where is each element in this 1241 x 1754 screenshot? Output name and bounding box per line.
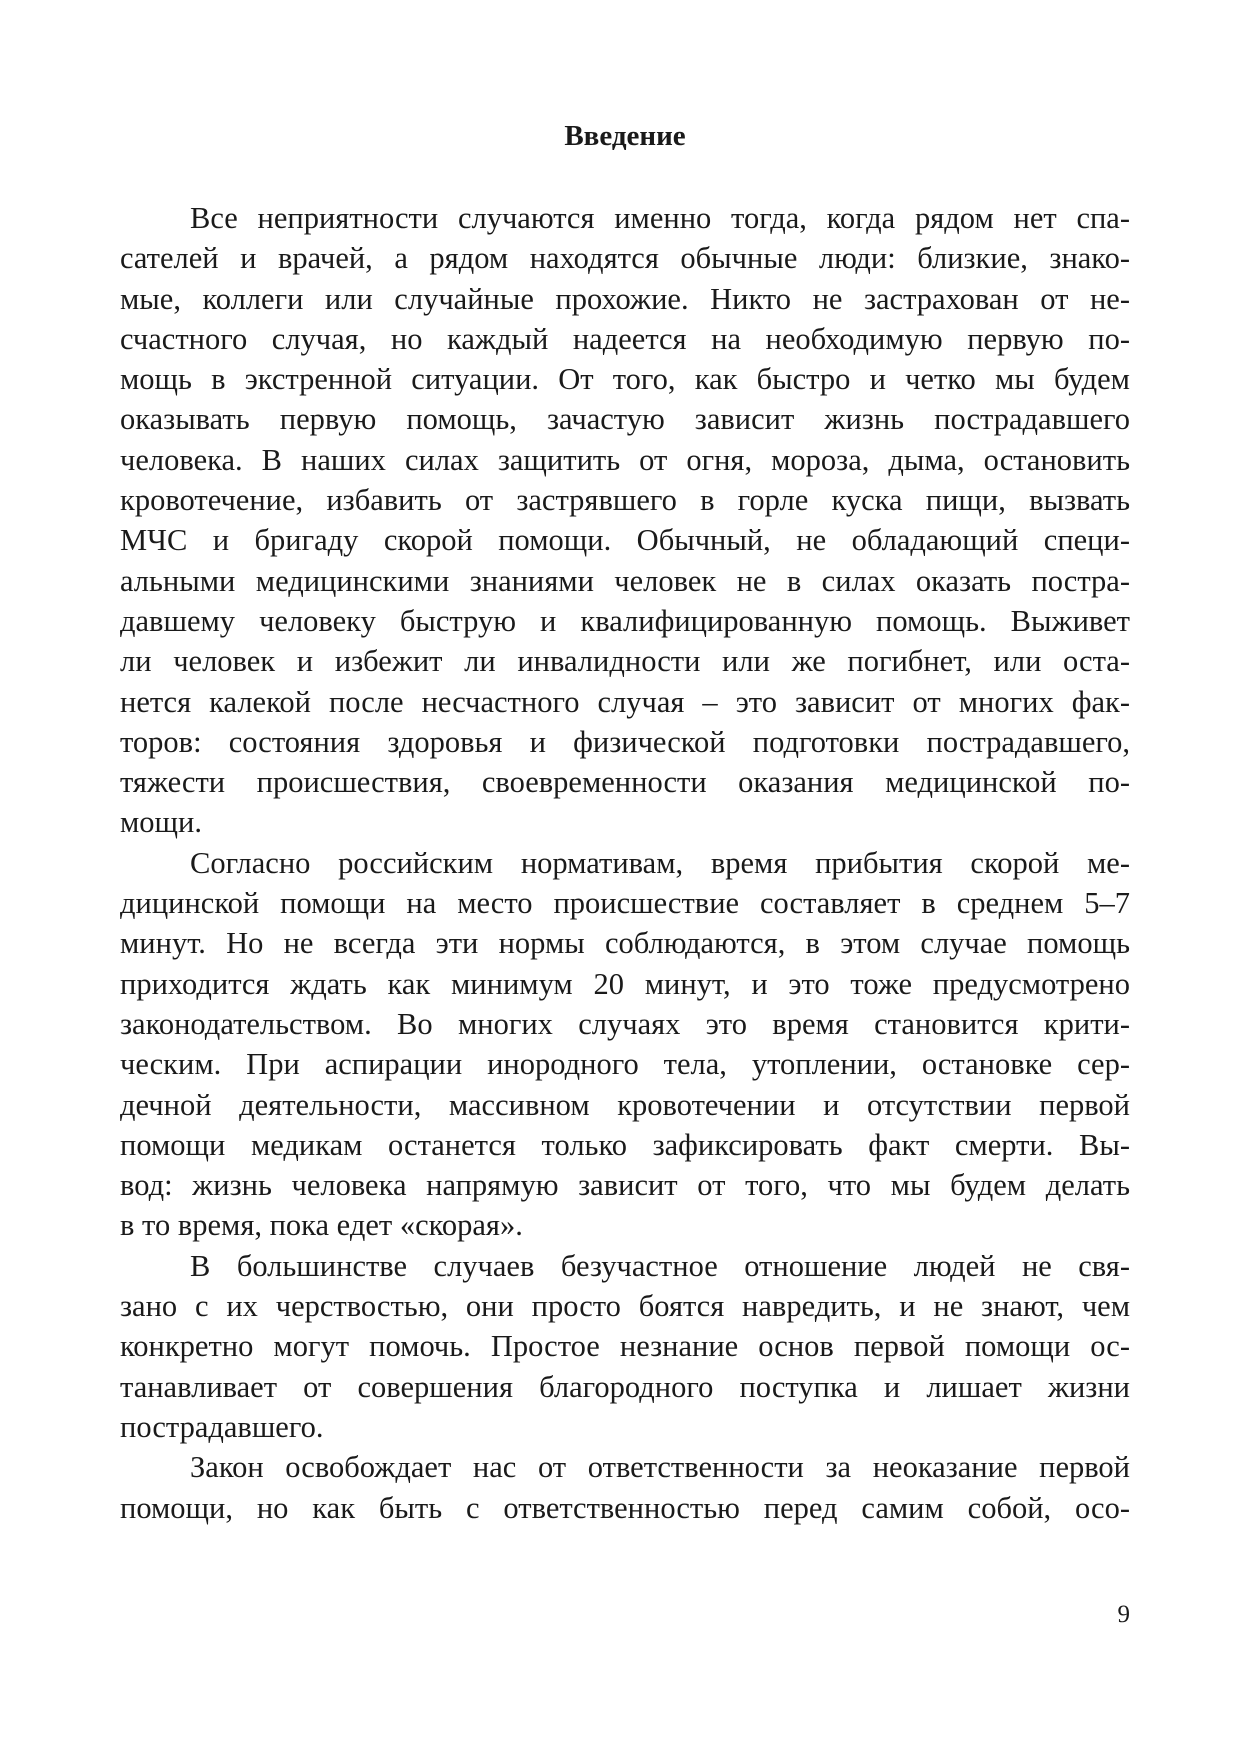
text-line: помощи медикам останется только зафиксировать факт смерти. Вы- (120, 1127, 1130, 1162)
text-line: вод: жизнь человека напрямую зависит от того, что мы будем делать (120, 1168, 1130, 1203)
text-line: счастного случая, но каждый надеется на необходимую первую по- (120, 321, 1130, 356)
text-line: давшему человеку быструю и квалифицированную помощь. Выживет (120, 603, 1130, 638)
text-line: дицинской помощи на место происшествие составляет в среднем 5–7 (120, 886, 1130, 921)
text-line: мые, коллеги или случайные прохожие. Никто не застрахован от не- (120, 281, 1130, 316)
text-line: пострадавшего. (120, 1409, 324, 1444)
document-page (120, 0, 1130, 1754)
text-line: ли человек и избежит ли инвалидности или же погибнет, или оста- (120, 644, 1130, 679)
text-line: помощи, но как быть с ответственностью перед самим собой, осо- (120, 1490, 1130, 1525)
text-line: сателей и врачей, а рядом находятся обычные люди: близкие, знако- (120, 241, 1130, 276)
text-line: нется калекой после несчастного случая – это зависит от многих фак- (120, 684, 1130, 719)
body-text (120, 198, 1130, 1528)
text-line: приходится ждать как минимум 20 минут, и это тоже предусмотрено (120, 966, 1130, 1001)
text-line: зано с их черствостью, они просто боятся навредить, и не знают, чем (120, 1289, 1130, 1324)
text-line: Все неприятности случаются именно тогда, когда рядом нет спа- (190, 201, 1130, 235)
text-line: Закон освобождает нас от ответственности за неоказание первой (190, 1450, 1130, 1485)
text-line: дечной деятельности, массивном кровотечении и отсутствии первой (120, 1087, 1130, 1122)
text-line: минут. Но не всегда эти нормы соблюдаются, в этом случае помощь (120, 926, 1130, 961)
text-line: тяжести происшествия, своевременности оказания медицинской по- (120, 765, 1130, 800)
paragraph (120, 1246, 1130, 1447)
text-line: ческим. При аспирации инородного тела, утоплении, остановке сер- (120, 1047, 1130, 1082)
text-line: конкретно могут помочь. Простое незнание основ первой помощи ос- (120, 1329, 1130, 1364)
section-heading: Введение (564, 120, 686, 152)
paragraph (120, 843, 1130, 1246)
text-line: мощь в экстренной ситуации. От того, как быстро и четко мы будем (120, 362, 1130, 397)
text-line: законодательством. Во многих случаях это время становится крити- (120, 1006, 1130, 1041)
text-line: танавливает от совершения благородного поступка и лишает жизни (120, 1369, 1130, 1404)
text-line: Согласно российским нормативам, время прибытия скорой ме- (190, 845, 1130, 880)
text-line: МЧС и бригаду скорой помощи. Обычный, не обладающий специ- (120, 523, 1130, 558)
text-line: оказывать первую помощь, зачастую зависит жизнь пострадавшего (120, 402, 1130, 437)
paragraph (120, 198, 1130, 843)
text-line: в то время, пока едет «скорая». (120, 1208, 523, 1243)
text-line: В большинстве случаев безучастное отношение людей не свя- (190, 1248, 1130, 1283)
text-line: человека. В наших силах защитить от огня, мороза, дыма, остановить (120, 442, 1130, 477)
paragraph (120, 1447, 1130, 1528)
text-line: альными медицинскими знаниями человек не в силах оказать постра- (120, 563, 1130, 598)
page-number: 9 (1117, 1601, 1130, 1628)
text-line: мощи. (120, 805, 202, 840)
text-line: торов: состояния здоровья и физической подготовки пострадавшего, (120, 724, 1130, 759)
text-line: кровотечение, избавить от застрявшего в горле куска пищи, вызвать (120, 483, 1130, 518)
